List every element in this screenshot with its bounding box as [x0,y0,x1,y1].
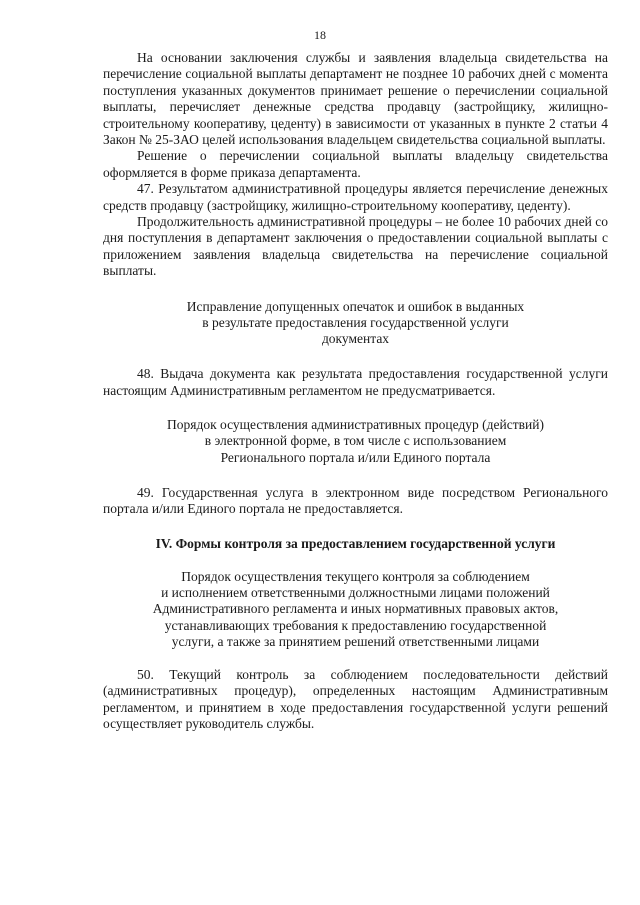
heading-line: документах [321,331,390,347]
page-number: 18 [314,28,326,42]
heading-line: Порядок осуществления текущего контроля за соблюдением [181,568,530,584]
document-body [103,50,608,733]
paragraph-48: 48. Выдача документа как результата предоставления государственной услуги настоящим Административным регламентом не предусматривается. [103,366,608,398]
heading-line: Регионального портала и/или Единого портала [220,449,491,465]
paragraph-49: 49. Государственная услуга в электронном виде посредством Регионального портала и/или Единого портала не предоставляется. [103,484,608,517]
heading-line: Исправление допущенных опечаток и ошибок в выданных [186,298,525,314]
heading-typo-correction [103,299,608,348]
heading-electronic-procedures [103,417,608,466]
heading-line: в результате предоставления государственной услуги [202,314,509,330]
paragraph-decision-basis: На основании заключения службы и заявления владельца свидетельства на перечисление социальной выплаты департамент не позднее 10 рабочих дней с момента поступления указанных документов принимает решение о перечислении социальной выплаты, перечисляет денежные средства продавцу (застройщику, жилищно-строительному кооперативу, цеденту) в зависимости от указанных в пункте 2 статьи 4 Закон № 25-ЗАО целей использования владельцем свидетельства социальной выплаты. [103,50,608,148]
paragraph-duration: Продолжительность административной процедуры – не более 10 рабочих дней со дня поступления в департамент заключения о предоставлении социальной выплаты с приложением заявления владельца свидетельства на перечисление социальной выплаты. [103,214,608,279]
heading-line: и исполнением ответственными должностными лицами положений [161,585,550,601]
paragraph-decision-order: Решение о перечислении социальной выплаты владельцу свидетельства оформляется в форме приказа департамента. [103,148,608,180]
heading-current-control [103,569,608,650]
heading-line: устанавливающих требования к предоставлению государственной [164,617,547,633]
section-title: IV. Формы контроля за предоставлением государственной услуги [155,535,556,551]
paragraph-47: 47. Результатом административной процедуры является перечисление денежных средств продавцу (застройщику, жилищно-строительному кооперативу, цеденту). [103,181,608,213]
heading-line: Порядок осуществления административных процедур (действий) [167,417,544,433]
heading-line: Административного регламента и иных нормативных правовых актов, [152,601,559,617]
heading-line: услуги, а также за принятием решений ответственными лицами [171,633,540,649]
paragraph-50: 50. Текущий контроль за соблюдением последовательности действий (административных процедур), определенных настоящим Административным регламентом, и принятием в ходе предоставления государственной услуги решений осуществляет руководитель службы. [103,666,608,732]
heading-line: в электронной форме, в том числе с использованием [204,433,507,449]
